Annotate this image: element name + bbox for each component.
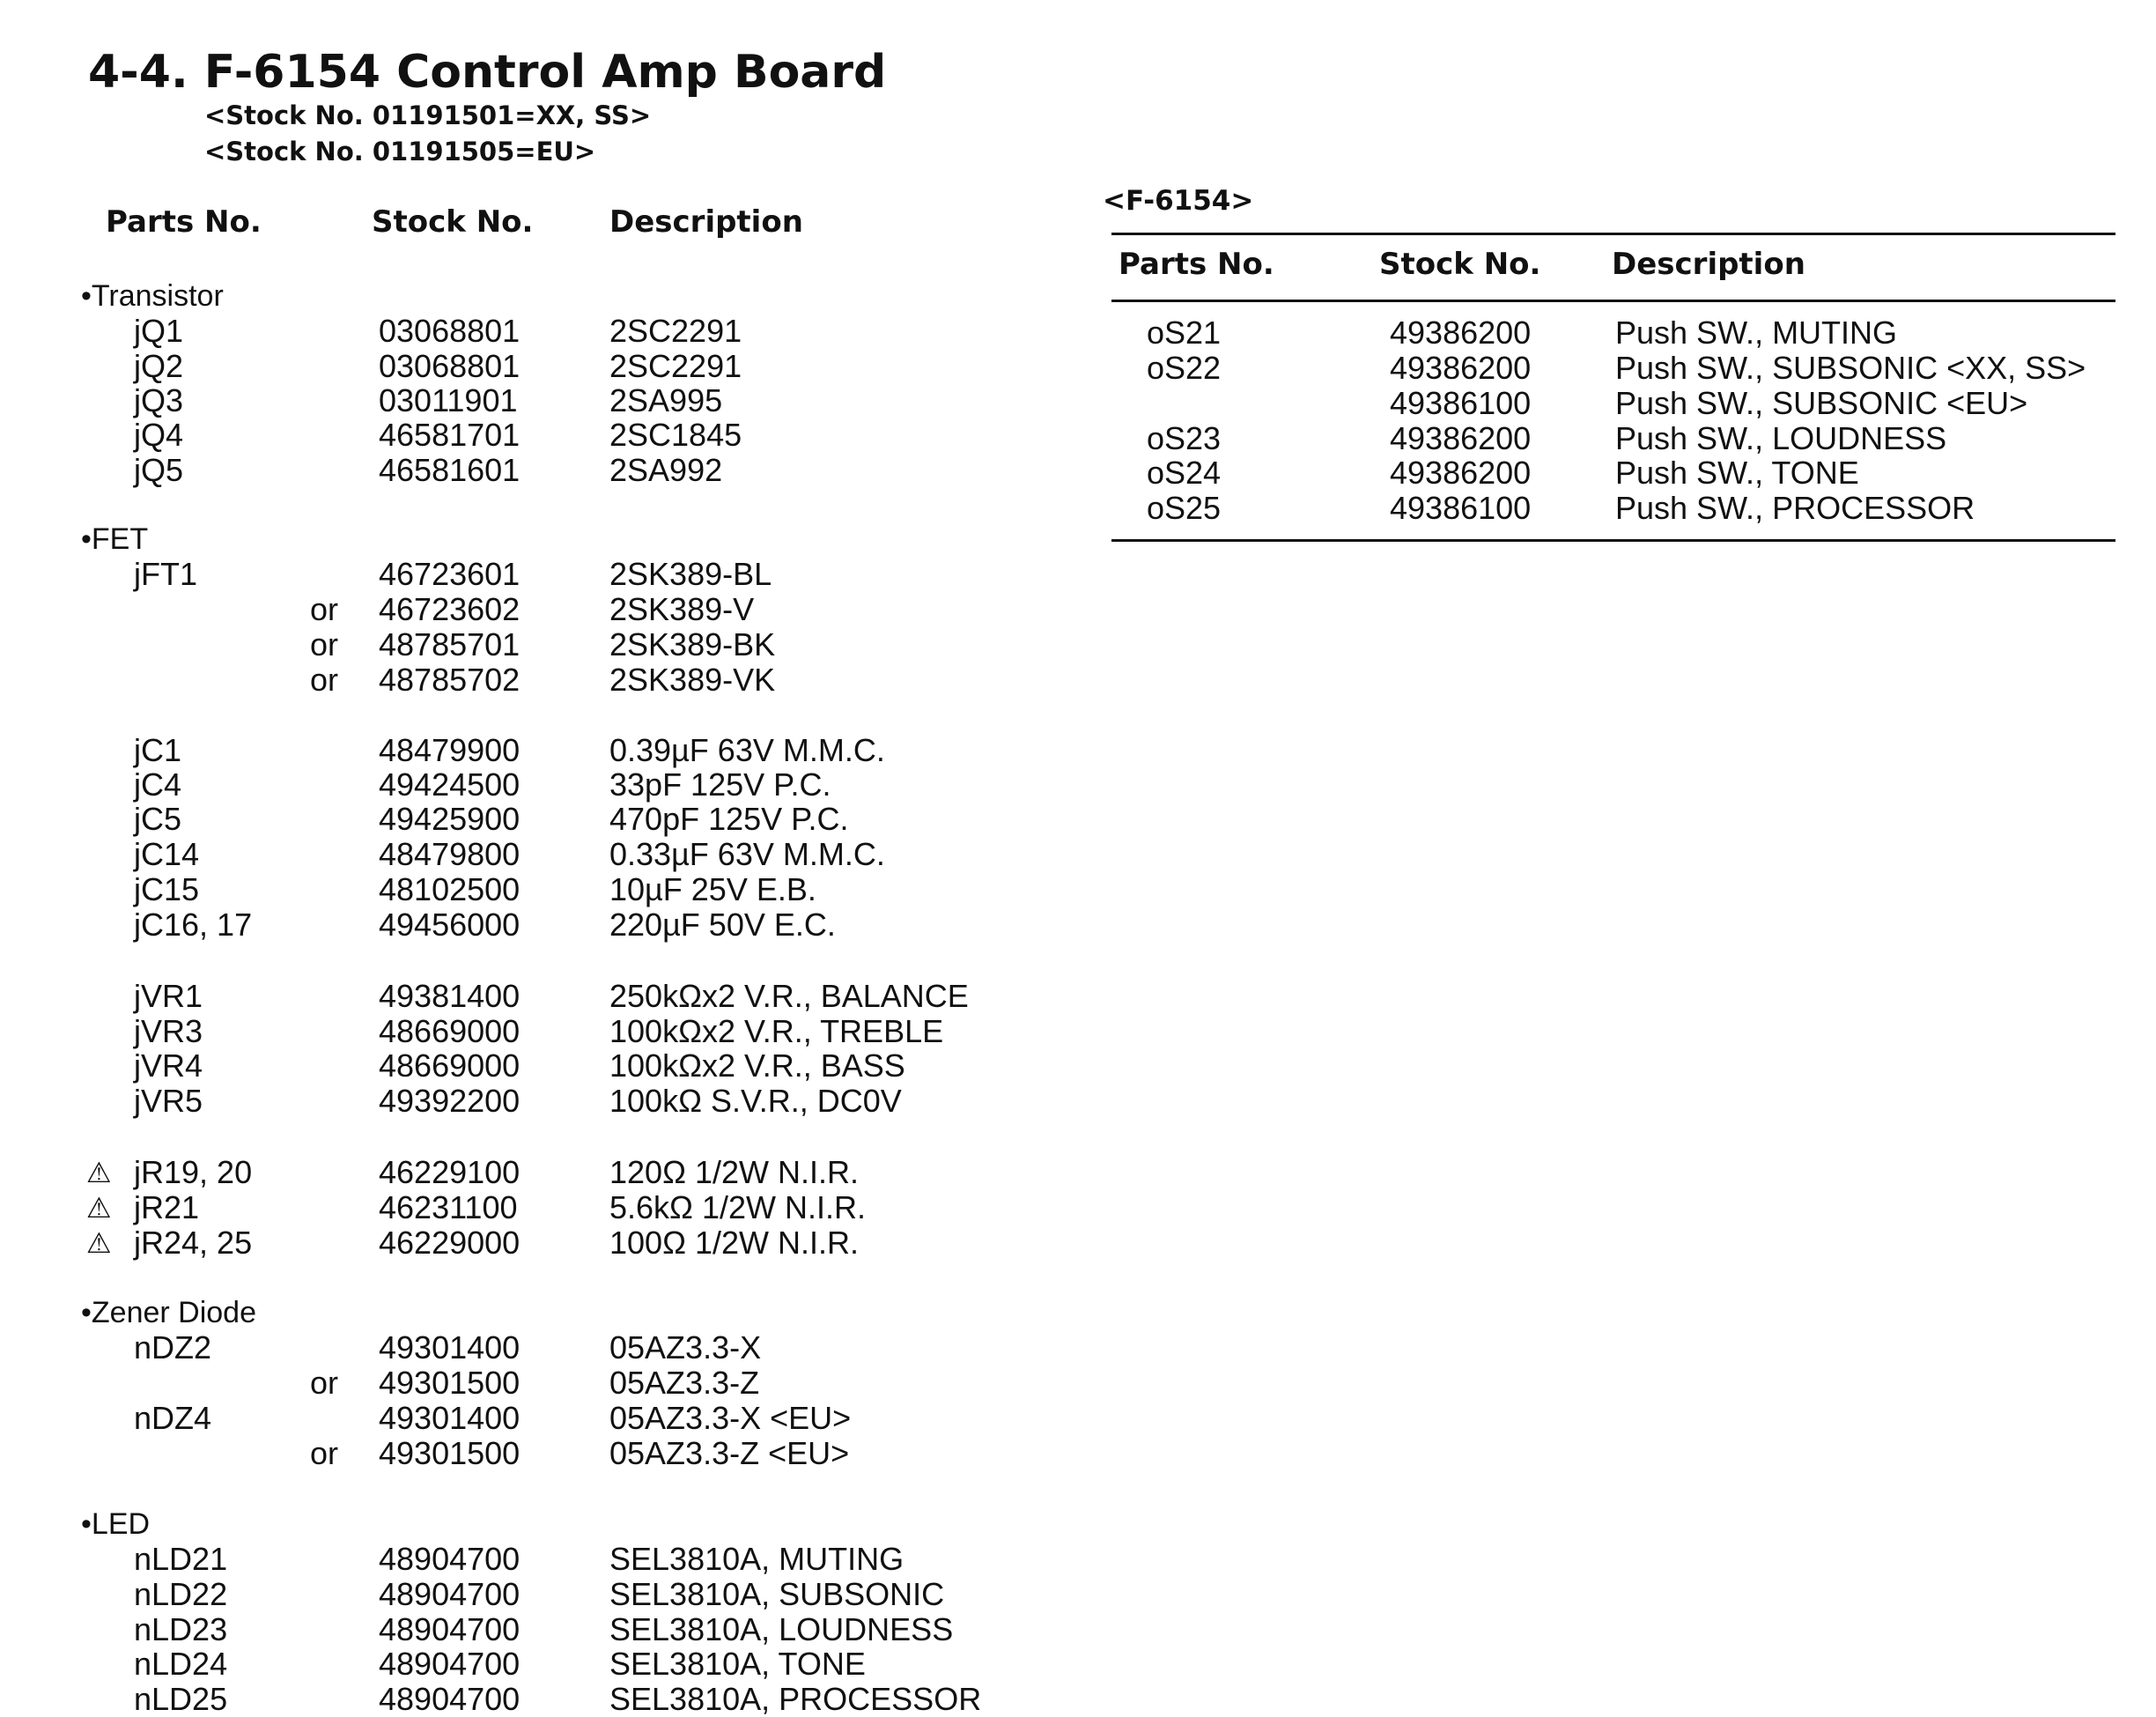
category-label: •Zener Diode bbox=[81, 1296, 257, 1329]
stock-number: 49301500 bbox=[379, 1365, 521, 1401]
table-row bbox=[0, 452, 2149, 491]
table-row bbox=[0, 1084, 1101, 1119]
part-description: Push SW., LOUDNESS bbox=[1615, 420, 1947, 456]
part-description: 2SC1845 bbox=[609, 417, 742, 453]
stock-number: 49301400 bbox=[379, 1400, 521, 1436]
table-row bbox=[0, 421, 2149, 456]
warning-icon: ⚠ bbox=[86, 1227, 112, 1259]
header-rule bbox=[1111, 300, 2115, 302]
part-description: Push SW., SUBSONIC <EU> bbox=[1615, 385, 2028, 421]
table-row bbox=[0, 1155, 1101, 1190]
table-row bbox=[0, 1401, 1101, 1436]
part-description: 2SK389-VK bbox=[609, 662, 776, 698]
category-heading bbox=[0, 1506, 1101, 1542]
page-title: 4-4. F-6154 Control Amp Board bbox=[88, 46, 887, 99]
part-description: 5.6kΩ 1/2W N.I.R. bbox=[609, 1189, 866, 1225]
column-header-parts-no: Parts No. bbox=[1119, 247, 1274, 282]
stock-number: 48479800 bbox=[379, 836, 521, 872]
category-label: •FET bbox=[81, 522, 149, 556]
table-row bbox=[0, 1190, 1101, 1225]
part-description: 220µF 50V E.C. bbox=[609, 907, 836, 943]
table-row bbox=[0, 837, 1101, 872]
stock-note-xx-ss: <Stock No. 01191501=XX, SS> bbox=[204, 100, 652, 130]
table-row bbox=[0, 767, 1101, 803]
category-heading bbox=[0, 1295, 1101, 1330]
warning-icon: ⚠ bbox=[86, 1192, 112, 1224]
part-number: jQ5 bbox=[134, 452, 184, 488]
part-description: 0.33µF 63V M.M.C. bbox=[609, 836, 885, 872]
table-row bbox=[0, 733, 1101, 768]
table-row bbox=[0, 1542, 1101, 1577]
warning-icon: ⚠ bbox=[86, 1157, 112, 1188]
stock-number: 49386200 bbox=[1390, 350, 1532, 386]
part-number: nDZ2 bbox=[134, 1329, 212, 1365]
part-description: 2SC2291 bbox=[609, 313, 742, 349]
stock-number: 49301400 bbox=[379, 1329, 521, 1365]
category-heading bbox=[0, 278, 1101, 314]
part-number: nLD25 bbox=[134, 1681, 228, 1717]
category-label: •LED bbox=[81, 1507, 151, 1541]
stock-number: 48904700 bbox=[379, 1611, 521, 1647]
stock-number: 49386100 bbox=[1390, 490, 1532, 526]
part-number: jQ3 bbox=[134, 382, 184, 418]
table-row bbox=[0, 1048, 1101, 1084]
stock-number: 49301500 bbox=[379, 1435, 521, 1471]
stock-number: 49386200 bbox=[1390, 315, 1532, 351]
stock-number: 46581701 bbox=[379, 417, 521, 453]
part-description: 250kΩx2 V.R., BALANCE bbox=[609, 978, 969, 1014]
table-row bbox=[0, 315, 2149, 351]
stock-number: 46723602 bbox=[379, 591, 521, 627]
column-header-description: Description bbox=[609, 204, 803, 240]
part-description: 33pF 125V P.C. bbox=[609, 766, 831, 803]
part-number: jVR4 bbox=[134, 1047, 203, 1084]
alternate-label: or bbox=[310, 591, 339, 627]
stock-number: 48669000 bbox=[379, 1013, 521, 1049]
stock-number: 48904700 bbox=[379, 1646, 521, 1682]
part-description: 0.39µF 63V M.M.C. bbox=[609, 732, 885, 768]
stock-number: 49386100 bbox=[1390, 385, 1532, 421]
stock-number: 46229000 bbox=[379, 1225, 521, 1261]
table-top-rule bbox=[1111, 233, 2115, 235]
part-number: jVR3 bbox=[134, 1013, 203, 1049]
alternate-label: or bbox=[310, 1435, 339, 1471]
part-description: 100Ω 1/2W N.I.R. bbox=[609, 1225, 860, 1261]
part-description: 05AZ3.3-Z bbox=[609, 1365, 760, 1401]
stock-number: 46231100 bbox=[379, 1189, 518, 1225]
part-description: 05AZ3.3-Z <EU> bbox=[609, 1435, 850, 1471]
table-row bbox=[0, 1577, 1101, 1612]
part-number: jC16, 17 bbox=[134, 907, 253, 943]
part-number: jQ2 bbox=[134, 348, 184, 384]
stock-number: 49381400 bbox=[379, 978, 521, 1014]
part-description: 2SA992 bbox=[609, 452, 723, 488]
part-number: nDZ4 bbox=[134, 1400, 212, 1436]
table-row bbox=[0, 662, 1101, 698]
table-row bbox=[0, 386, 2149, 421]
alternate-label: or bbox=[310, 1365, 339, 1401]
table-row bbox=[0, 1225, 1101, 1261]
part-description: 470pF 125V P.C. bbox=[609, 801, 849, 837]
stock-number: 48669000 bbox=[379, 1047, 521, 1084]
part-number: oS24 bbox=[1147, 455, 1222, 491]
stock-number: 49386200 bbox=[1390, 420, 1532, 456]
stock-number: 49456000 bbox=[379, 907, 521, 943]
stock-number: 48785701 bbox=[379, 626, 521, 662]
part-number: jQ4 bbox=[134, 417, 184, 453]
table-row bbox=[0, 1682, 1101, 1717]
table-row bbox=[0, 1612, 1101, 1647]
table-row bbox=[0, 1647, 1101, 1682]
stock-number: 49425900 bbox=[379, 801, 521, 837]
part-description: SEL3810A, SUBSONIC bbox=[609, 1576, 945, 1612]
stock-number: 46723601 bbox=[379, 556, 521, 592]
part-number: nLD23 bbox=[134, 1611, 228, 1647]
part-number: jVR1 bbox=[134, 978, 203, 1014]
stock-number: 03068801 bbox=[379, 348, 521, 384]
part-description: Push SW., PROCESSOR bbox=[1615, 490, 1975, 526]
stock-number: 49386200 bbox=[1390, 455, 1532, 491]
part-number: jC15 bbox=[134, 871, 200, 907]
part-number: nLD21 bbox=[134, 1541, 228, 1577]
part-number: jC5 bbox=[134, 801, 182, 837]
table-row bbox=[0, 627, 1101, 662]
table-row bbox=[0, 491, 2149, 526]
stock-number: 48904700 bbox=[379, 1681, 521, 1717]
column-header-parts-no: Parts No. bbox=[106, 204, 262, 240]
table-row bbox=[0, 1436, 1101, 1471]
part-description: SEL3810A, PROCESSOR bbox=[609, 1681, 982, 1717]
part-description: 2SK389-BL bbox=[609, 556, 772, 592]
part-description: 2SK389-BK bbox=[609, 626, 776, 662]
part-description: 10µF 25V E.B. bbox=[609, 871, 816, 907]
part-description: 05AZ3.3-X bbox=[609, 1329, 762, 1365]
table-row bbox=[0, 592, 1101, 627]
table-row bbox=[0, 802, 1101, 837]
part-number: oS23 bbox=[1147, 420, 1222, 456]
part-description: Push SW., TONE bbox=[1615, 455, 1859, 491]
stock-number: 03068801 bbox=[379, 313, 521, 349]
part-number: jC4 bbox=[134, 766, 182, 803]
table-row bbox=[0, 872, 1101, 907]
stock-number: 48102500 bbox=[379, 871, 521, 907]
stock-number: 49392200 bbox=[379, 1083, 521, 1119]
part-description: 2SK389-V bbox=[609, 591, 755, 627]
part-description: SEL3810A, TONE bbox=[609, 1646, 866, 1682]
table-row bbox=[0, 557, 1101, 592]
part-number: jFT1 bbox=[134, 556, 197, 592]
stock-number: 48479900 bbox=[379, 732, 521, 768]
table-row bbox=[0, 1330, 1101, 1365]
part-description: 100kΩx2 V.R., BASS bbox=[609, 1047, 905, 1084]
part-description: 100kΩ S.V.R., DC0V bbox=[609, 1083, 902, 1119]
part-description: Push SW., SUBSONIC <XX, SS> bbox=[1615, 350, 2086, 386]
table-row bbox=[0, 348, 2149, 386]
part-description: SEL3810A, LOUDNESS bbox=[609, 1611, 954, 1647]
column-header-description: Description bbox=[1612, 247, 1805, 282]
part-description: 2SC2291 bbox=[609, 348, 742, 384]
stock-number: 46581601 bbox=[379, 452, 521, 488]
table-row bbox=[0, 907, 1101, 943]
table-row bbox=[0, 979, 1101, 1014]
stock-number: 49424500 bbox=[379, 766, 521, 803]
part-number: jC14 bbox=[134, 836, 200, 872]
part-number: oS21 bbox=[1147, 315, 1222, 351]
part-description: 05AZ3.3-X <EU> bbox=[609, 1400, 852, 1436]
stock-number: 03011901 bbox=[379, 382, 518, 418]
part-number: jR19, 20 bbox=[134, 1154, 253, 1190]
part-number: nLD22 bbox=[134, 1576, 228, 1612]
column-header-stock-no: Stock No. bbox=[372, 204, 534, 240]
stock-number: 46229100 bbox=[379, 1154, 521, 1190]
part-number: oS25 bbox=[1147, 490, 1222, 526]
part-description: 120Ω 1/2W N.I.R. bbox=[609, 1154, 860, 1190]
part-number: jQ1 bbox=[134, 313, 184, 349]
part-number: jR21 bbox=[134, 1189, 200, 1225]
stock-note-eu: <Stock No. 01191505=EU> bbox=[204, 137, 596, 167]
column-header-stock-no: Stock No. bbox=[1379, 247, 1541, 282]
part-description: 2SA995 bbox=[609, 382, 723, 418]
alternate-label: or bbox=[310, 626, 339, 662]
part-number: jVR5 bbox=[134, 1083, 203, 1119]
table-label: <F-6154> bbox=[1103, 185, 1254, 217]
part-description: 100kΩx2 V.R., TREBLE bbox=[609, 1013, 944, 1049]
part-number: jR24, 25 bbox=[134, 1225, 253, 1261]
alternate-label: or bbox=[310, 662, 339, 698]
part-number: jC1 bbox=[134, 732, 182, 768]
category-heading bbox=[0, 522, 1101, 557]
table-row bbox=[0, 1365, 1101, 1401]
part-description: SEL3810A, MUTING bbox=[609, 1541, 904, 1577]
stock-number: 48785702 bbox=[379, 662, 521, 698]
part-number: oS22 bbox=[1147, 350, 1222, 386]
part-description: Push SW., MUTING bbox=[1615, 315, 1898, 351]
category-label: •Transistor bbox=[81, 279, 224, 313]
stock-number: 48904700 bbox=[379, 1576, 521, 1612]
table-bottom-rule bbox=[1111, 539, 2115, 542]
part-number: nLD24 bbox=[134, 1646, 228, 1682]
table-row bbox=[0, 1014, 1101, 1049]
stock-number: 48904700 bbox=[379, 1541, 521, 1577]
